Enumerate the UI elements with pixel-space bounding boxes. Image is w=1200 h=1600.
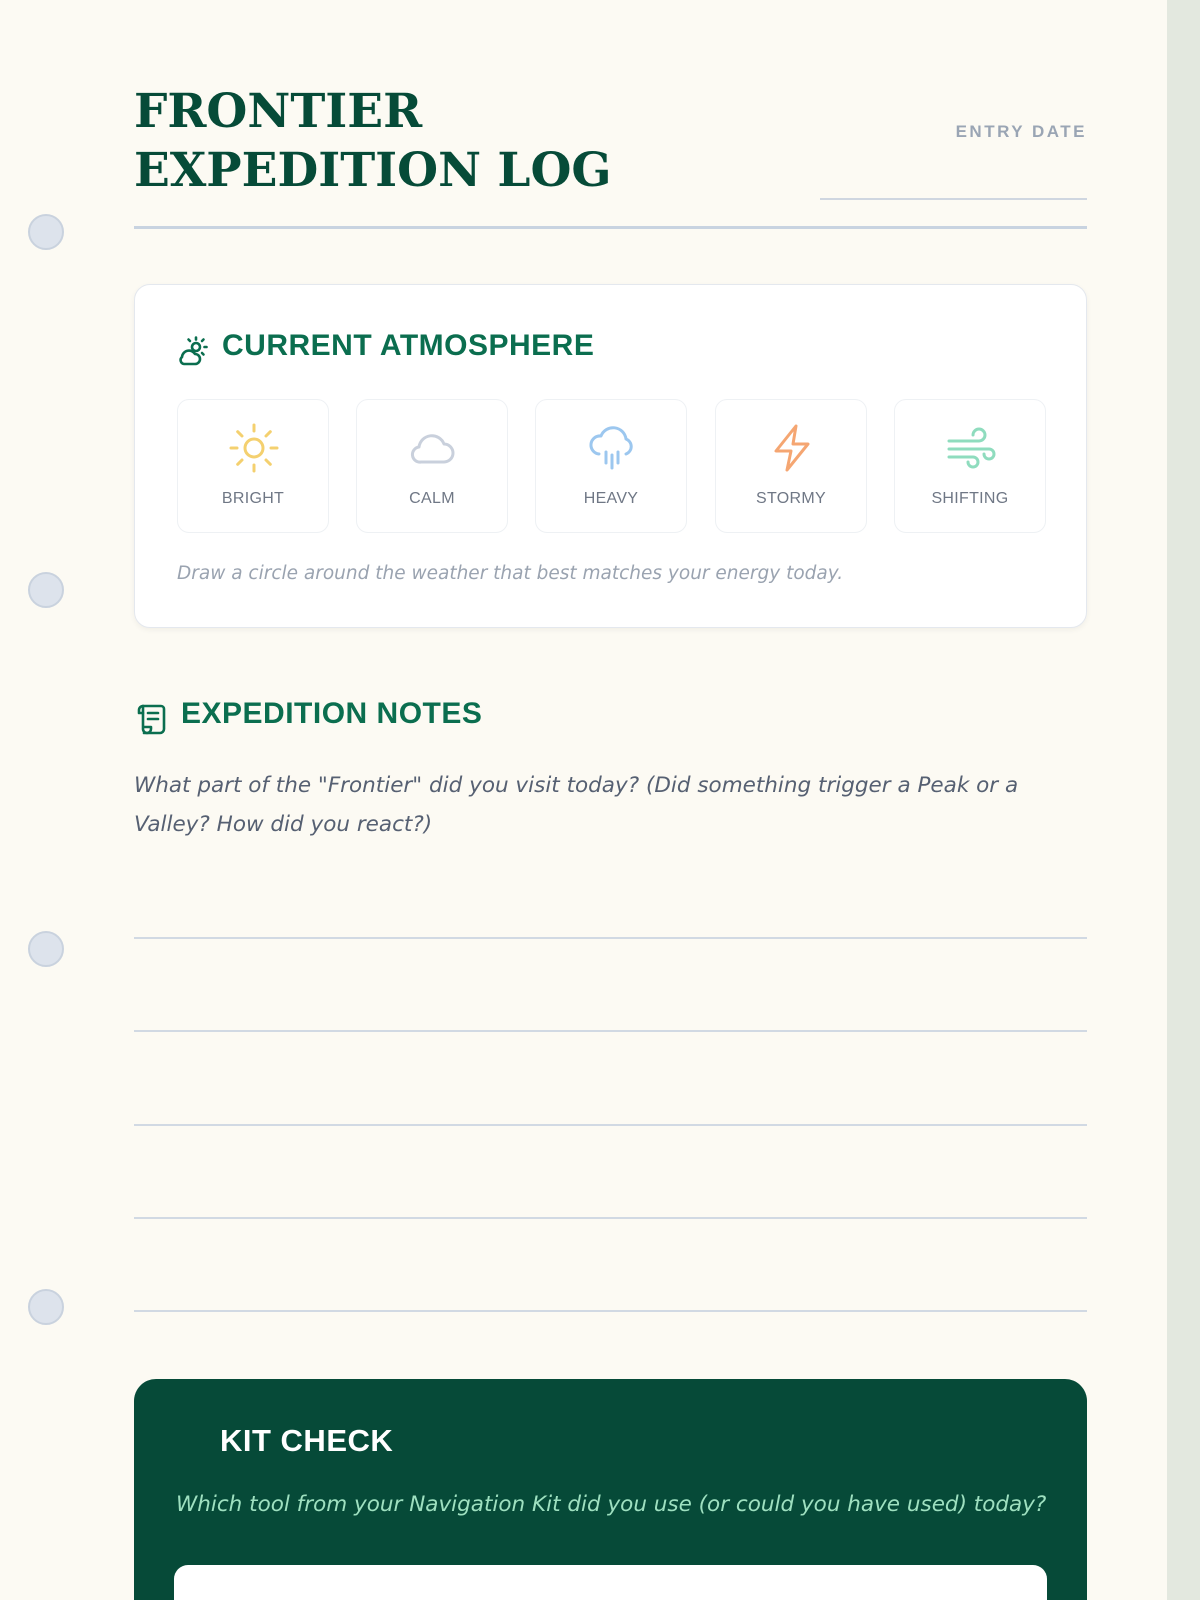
notes-writing-line[interactable] [134,1310,1087,1312]
lightning-icon [766,422,818,474]
rain-cloud-icon [586,422,638,474]
notes-writing-line[interactable] [134,1217,1087,1219]
notes-prompt: What part of the "Frontier" did you visit today? (Did something trigger a Peak or a Valley? How did you react?) [134,773,1019,837]
cloud-icon [407,422,459,474]
weather-label: CALM [409,490,455,507]
header-divider [134,226,1087,229]
weather-option-calm[interactable] [356,399,508,533]
notes-writing-line[interactable] [134,937,1087,939]
sun-icon [228,422,280,474]
weather-option-stormy[interactable] [715,399,867,533]
binder-hole [28,1289,64,1325]
weather-label: SHIFTING [931,490,1009,507]
atmosphere-card [134,284,1087,628]
notes-writing-line[interactable] [134,1124,1087,1126]
binder-hole [28,931,64,967]
weather-label: HEAVY [583,490,639,507]
atmosphere-title: CURRENT ATMOSPHERE [222,329,595,362]
weather-option-bright[interactable] [177,399,329,533]
wind-icon [945,422,997,474]
weather-label: BRIGHT [221,490,285,507]
notes-title: EXPEDITION NOTES [181,697,483,730]
kit-answer-field[interactable] [174,1565,1047,1600]
page-title: FRONTIER EXPEDITION LOG [134,84,612,198]
kit-check-panel [134,1379,1087,1600]
weather-option-heavy[interactable] [535,399,687,533]
notes-writing-line[interactable] [134,1030,1087,1032]
weather-option-shifting[interactable] [894,399,1046,533]
binder-hole [28,572,64,608]
entry-date-field[interactable] [820,198,1087,200]
entry-date-label: ENTRY DATE [955,122,1087,141]
atmosphere-hint: Draw a circle around the weather that best matches your energy today. [177,563,844,584]
sun-cloud-icon [175,335,209,369]
kit-prompt: Which tool from your Navigation Kit did you use (or could you have used) today? [176,1492,1047,1517]
kit-title: KIT CHECK [220,1423,394,1458]
binder-hole [28,214,64,250]
scroll-icon [134,702,168,736]
weather-label: STORMY [756,490,826,507]
